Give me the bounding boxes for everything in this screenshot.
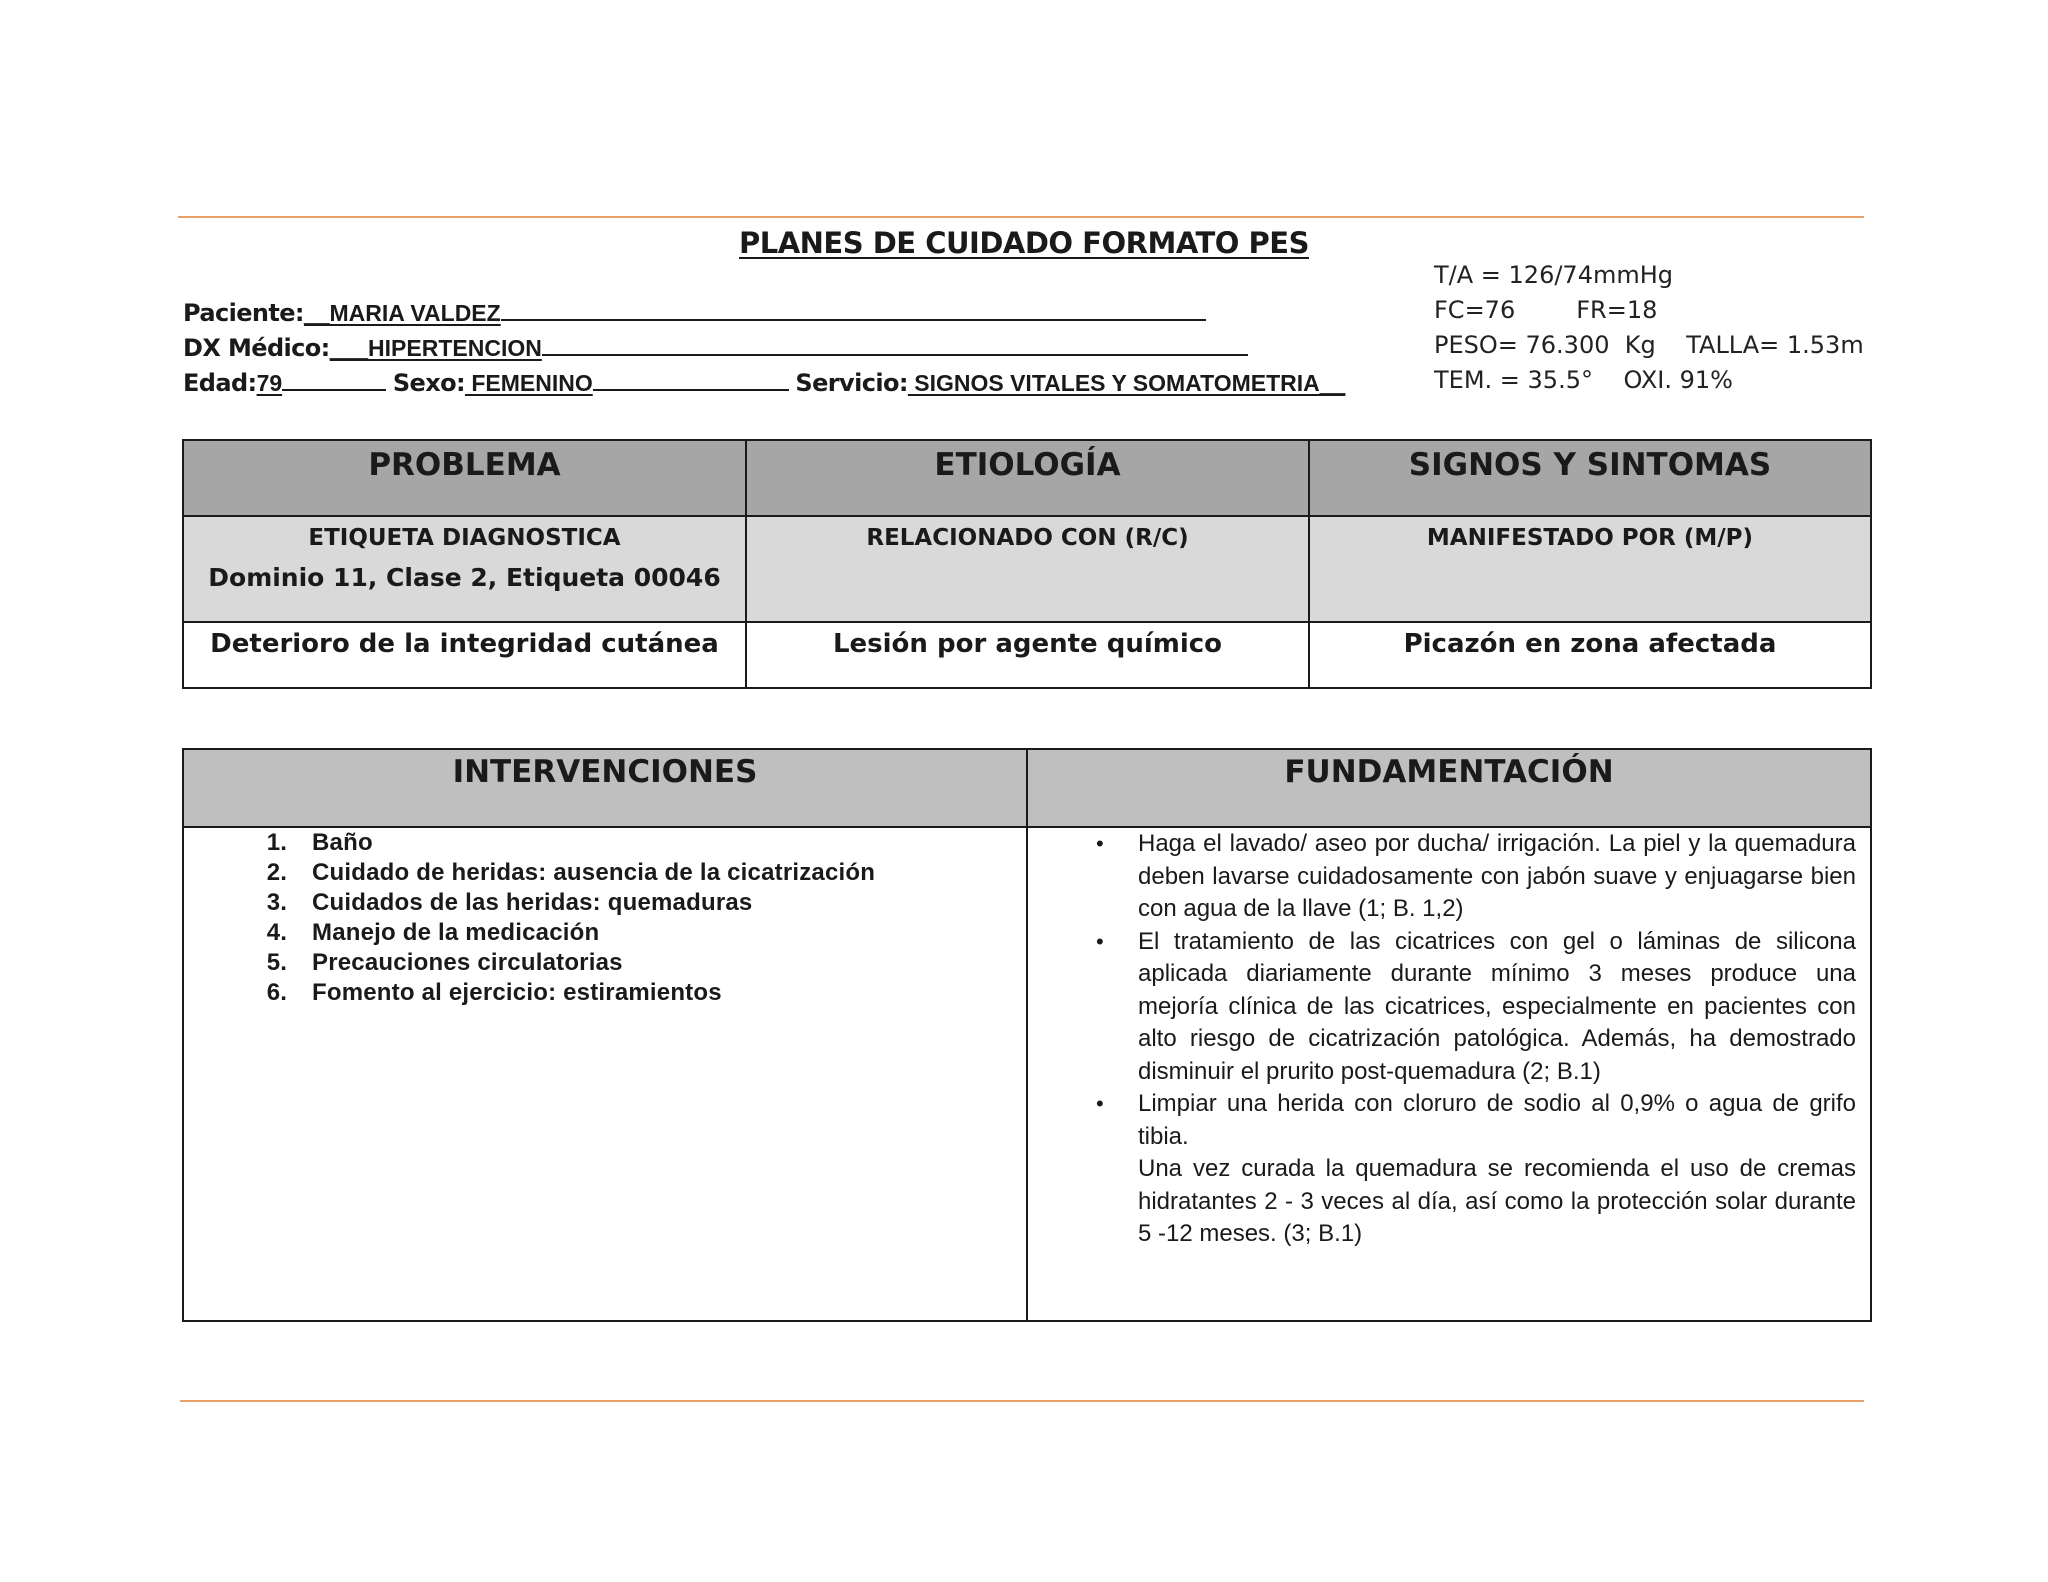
dx-blank-line: [542, 332, 1248, 356]
etiqueta-diagnostica: ETIQUETA DIAGNOSTICA: [308, 525, 621, 551]
list-item: 6. Fomento al ejercicio: estiramientos: [294, 978, 1026, 1008]
dx-label: DX Médico:: [183, 334, 330, 362]
interventions-body-row: [183, 827, 1871, 1321]
problema-header: PROBLEMA: [183, 440, 746, 516]
dominio-clase-etiqueta: Dominio 11, Clase 2, Etiqueta 00046: [208, 563, 721, 592]
list-item: [1096, 1088, 1856, 1153]
paciente-label: Paciente:: [183, 299, 304, 327]
rationale-text: El tratamiento de las cicatrices con gel o láminas de silicona aplicada diariamente durante mínimo 3 meses produce una mejoría clínica de las cicatrices, especialmente en pacientes con alto riesgo de cicatrización patológica. Además, ha demostrado disminuir el prurito post-quemadura (2; B.1): [1138, 927, 1856, 1085]
etiologia-header: ETIOLOGÍA: [746, 440, 1309, 516]
edad-blank-line: [282, 367, 386, 391]
servicio-value: SIGNOS VITALES Y SOMATOMETRIA__: [907, 370, 1346, 396]
fundamentacion-header: FUNDAMENTACIÓN: [1027, 749, 1871, 827]
edad-value: 79: [256, 370, 283, 396]
vitals-ta: T/A = 126/74mmHg: [1434, 261, 1674, 289]
sexo-blank-line: [593, 367, 789, 391]
list-item: [1138, 1153, 1856, 1251]
edad-sexo-servicio-row: [183, 366, 1345, 401]
problema-value: Deterioro de la integridad cutánea: [183, 622, 746, 688]
servicio-label: Servicio:: [795, 369, 908, 397]
sexo-label: Sexo:: [392, 369, 465, 397]
interventions-cell: [183, 827, 1027, 1321]
etiqueta-cell: [183, 516, 746, 622]
list-item: 2. Cuidado de heridas: ausencia de la cicatrización: [294, 858, 1026, 888]
intervenciones-header: INTERVENCIONES: [183, 749, 1027, 827]
signos-header: SIGNOS Y SINTOMAS: [1309, 440, 1871, 516]
interventions-table: [182, 748, 1872, 1322]
rationale-text: Una vez curada la quemadura se recomienda el uso de cremas hidratantes 2 - 3 veces al día, así como la protección solar durante 5 -12 meses. (3; B.1): [1138, 1155, 1856, 1247]
pes-data-row: [183, 622, 1871, 688]
pes-table: [182, 439, 1872, 689]
vitals-peso-talla: PESO= 76.300 Kg TALLA= 1.53m: [1434, 331, 1864, 359]
manifestado-por-cell: MANIFESTADO POR (M/P): [1309, 516, 1871, 622]
sexo-value: FEMENINO: [464, 370, 593, 396]
patient-row: [183, 296, 1345, 331]
etiologia-value: Lesión por agente químico: [746, 622, 1309, 688]
paciente-blank-line: [501, 297, 1206, 321]
patient-info: [183, 296, 1345, 401]
interventions-header-row: [183, 749, 1871, 827]
vital-signs: [1434, 258, 1864, 398]
vitals-fc-fr: FC=76 FR=18: [1434, 296, 1658, 324]
interventions-list: [184, 828, 1026, 1008]
edad-label: Edad:: [183, 369, 257, 397]
relacionado-con-cell: RELACIONADO CON (R/C): [746, 516, 1309, 622]
bottom-divider: [180, 1400, 1864, 1402]
list-item: 5. Precauciones circulatorias: [294, 948, 1026, 978]
bullet-icon: •: [1096, 1091, 1104, 1116]
rationale-text: Limpiar una herida con cloruro de sodio al 0,9% o agua de grifo tibia.: [1138, 1090, 1856, 1150]
pes-header-row: [183, 440, 1871, 516]
fundamentacion-cell: [1027, 827, 1871, 1321]
list-item: 1. Baño: [294, 828, 1026, 858]
signos-value: Picazón en zona afectada: [1309, 622, 1871, 688]
pes-sub-row: [183, 516, 1871, 622]
dx-value: ___HIPERTENCION: [329, 335, 542, 361]
dx-row: [183, 331, 1345, 366]
list-item: 3. Cuidados de las heridas: quemaduras: [294, 888, 1026, 918]
top-divider: [178, 216, 1864, 218]
document-title: PLANES DE CUIDADO FORMATO PES: [738, 226, 1309, 260]
bullet-icon: •: [1096, 928, 1104, 954]
rationale-text: Haga el lavado/ aseo por ducha/ irrigación. La piel y la quemadura deben lavarse cuidadosamente con jabón suave y enjuagarse bien con agua de la llave (1; B. 1,2): [1138, 830, 1856, 922]
rationale-list: [1028, 828, 1870, 1251]
list-item: [1096, 828, 1856, 926]
paciente-value: __MARIA VALDEZ: [303, 300, 501, 326]
vitals-tem-oxi: TEM. = 35.5° OXI. 91%: [1434, 366, 1733, 394]
bullet-icon: •: [1096, 831, 1104, 856]
list-item: 4. Manejo de la medicación: [294, 918, 1026, 948]
list-item: [1096, 926, 1856, 1089]
